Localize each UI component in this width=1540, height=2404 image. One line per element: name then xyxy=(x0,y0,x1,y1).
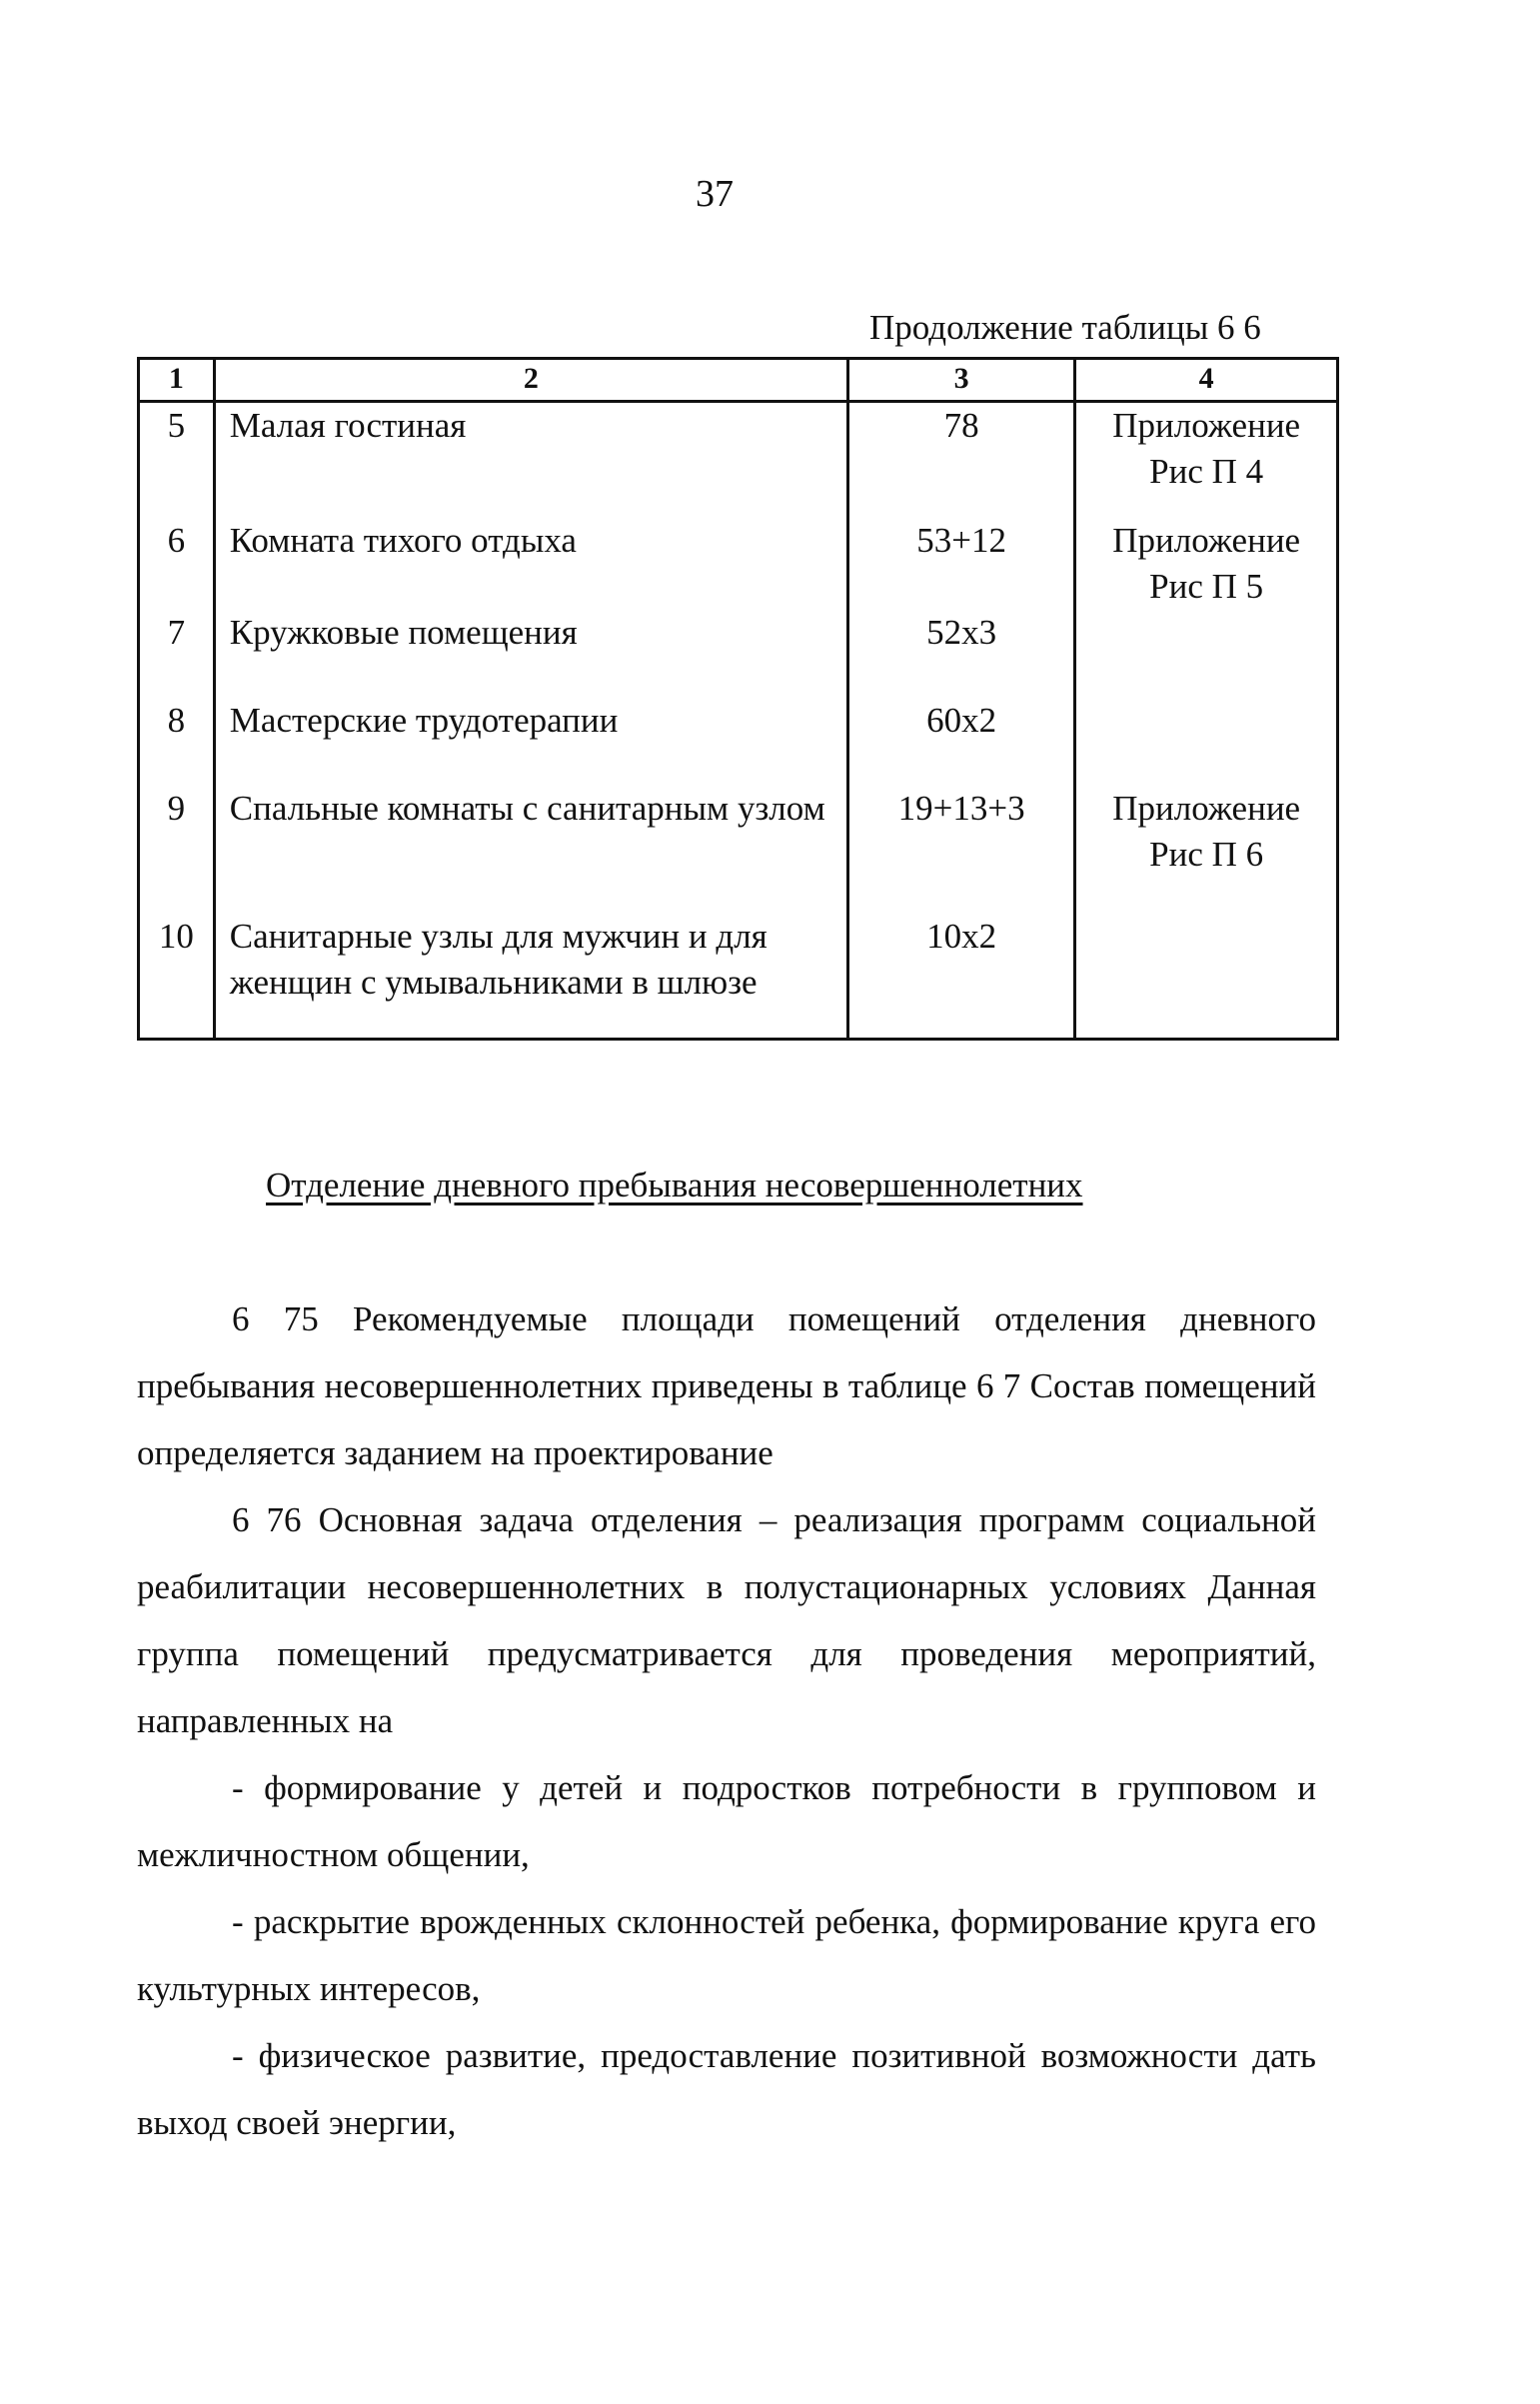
room-note xyxy=(1075,914,1338,1040)
room-area: 19+13+3 xyxy=(847,786,1074,914)
table-caption: Продолжение таблицы 6 6 xyxy=(869,308,1261,347)
table-header-cell: 4 xyxy=(1075,359,1338,402)
room-area: 60x2 xyxy=(847,698,1074,786)
table-row xyxy=(139,698,1338,786)
list-item: - формирование у детей и подростков потребности в групповом и межличностном общении, xyxy=(137,1768,1316,1874)
list-item: - раскрытие врожденных склонностей ребенка, формирование круга его культурных интересов, xyxy=(137,1902,1316,2008)
paragraph: 6 75 Рекомендуемые площади помещений отделения дневного пребывания несовершеннолетних приведены в таблице 6 7 Состав помещений определяется заданием на проектирование xyxy=(137,1299,1316,1472)
row-number: 9 xyxy=(139,786,215,914)
room-name: Малая гостиная xyxy=(214,402,847,518)
row-number: 6 xyxy=(139,518,215,610)
section-heading: Отделение дневного пребывания несовершеннолетних xyxy=(266,1166,1083,1204)
table-row xyxy=(139,518,1338,610)
row-number: 10 xyxy=(139,914,215,1040)
room-name: Спальные комнаты с санитарным узлом xyxy=(214,786,847,914)
room-note xyxy=(1075,518,1338,610)
page-number: 37 xyxy=(696,173,734,215)
note-line: Рис П 5 xyxy=(1149,566,1264,606)
room-note xyxy=(1075,610,1338,698)
room-name: Санитарные узлы для мужчин и для женщин с умывальниками в шлюзе xyxy=(214,914,847,1040)
table-header-cell: 1 xyxy=(139,359,215,402)
table-row xyxy=(139,786,1338,914)
room-area: 10x2 xyxy=(847,914,1074,1040)
table-row xyxy=(139,402,1338,518)
table-header-cell: 2 xyxy=(214,359,847,402)
row-number: 7 xyxy=(139,610,215,698)
row-number: 5 xyxy=(139,402,215,518)
body-text xyxy=(137,1285,1316,2156)
rooms-table xyxy=(137,357,1339,1041)
table-header-row xyxy=(139,359,1338,402)
note-line: Приложение xyxy=(1112,520,1301,560)
row-number: 8 xyxy=(139,698,215,786)
paragraph: 6 76 Основная задача отделения – реализация программ социальной реабилитации несовершеннолетних в полустационарных условиях Данная группа помещений предусматривается для проведения мероприятий, направленных на xyxy=(137,1500,1316,1740)
table-row xyxy=(139,610,1338,698)
note-line: Рис П 4 xyxy=(1149,452,1264,491)
room-area: 78 xyxy=(847,402,1074,518)
room-note xyxy=(1075,786,1338,914)
room-name: Кружковые помещения xyxy=(214,610,847,698)
list-item: - физическое развитие, предоставление позитивной возможности дать выход своей энергии, xyxy=(137,2036,1316,2142)
room-area: 52x3 xyxy=(847,610,1074,698)
note-line: Приложение xyxy=(1112,406,1301,445)
room-note xyxy=(1075,698,1338,786)
table-header-cell: 3 xyxy=(847,359,1074,402)
room-name: Мастерские трудотерапии xyxy=(214,698,847,786)
note-line: Приложение xyxy=(1112,788,1301,828)
room-area: 53+12 xyxy=(847,518,1074,610)
table-row xyxy=(139,914,1338,1040)
room-note xyxy=(1075,402,1338,518)
note-line: Рис П 6 xyxy=(1149,834,1264,874)
room-name: Комната тихого отдыха xyxy=(214,518,847,610)
